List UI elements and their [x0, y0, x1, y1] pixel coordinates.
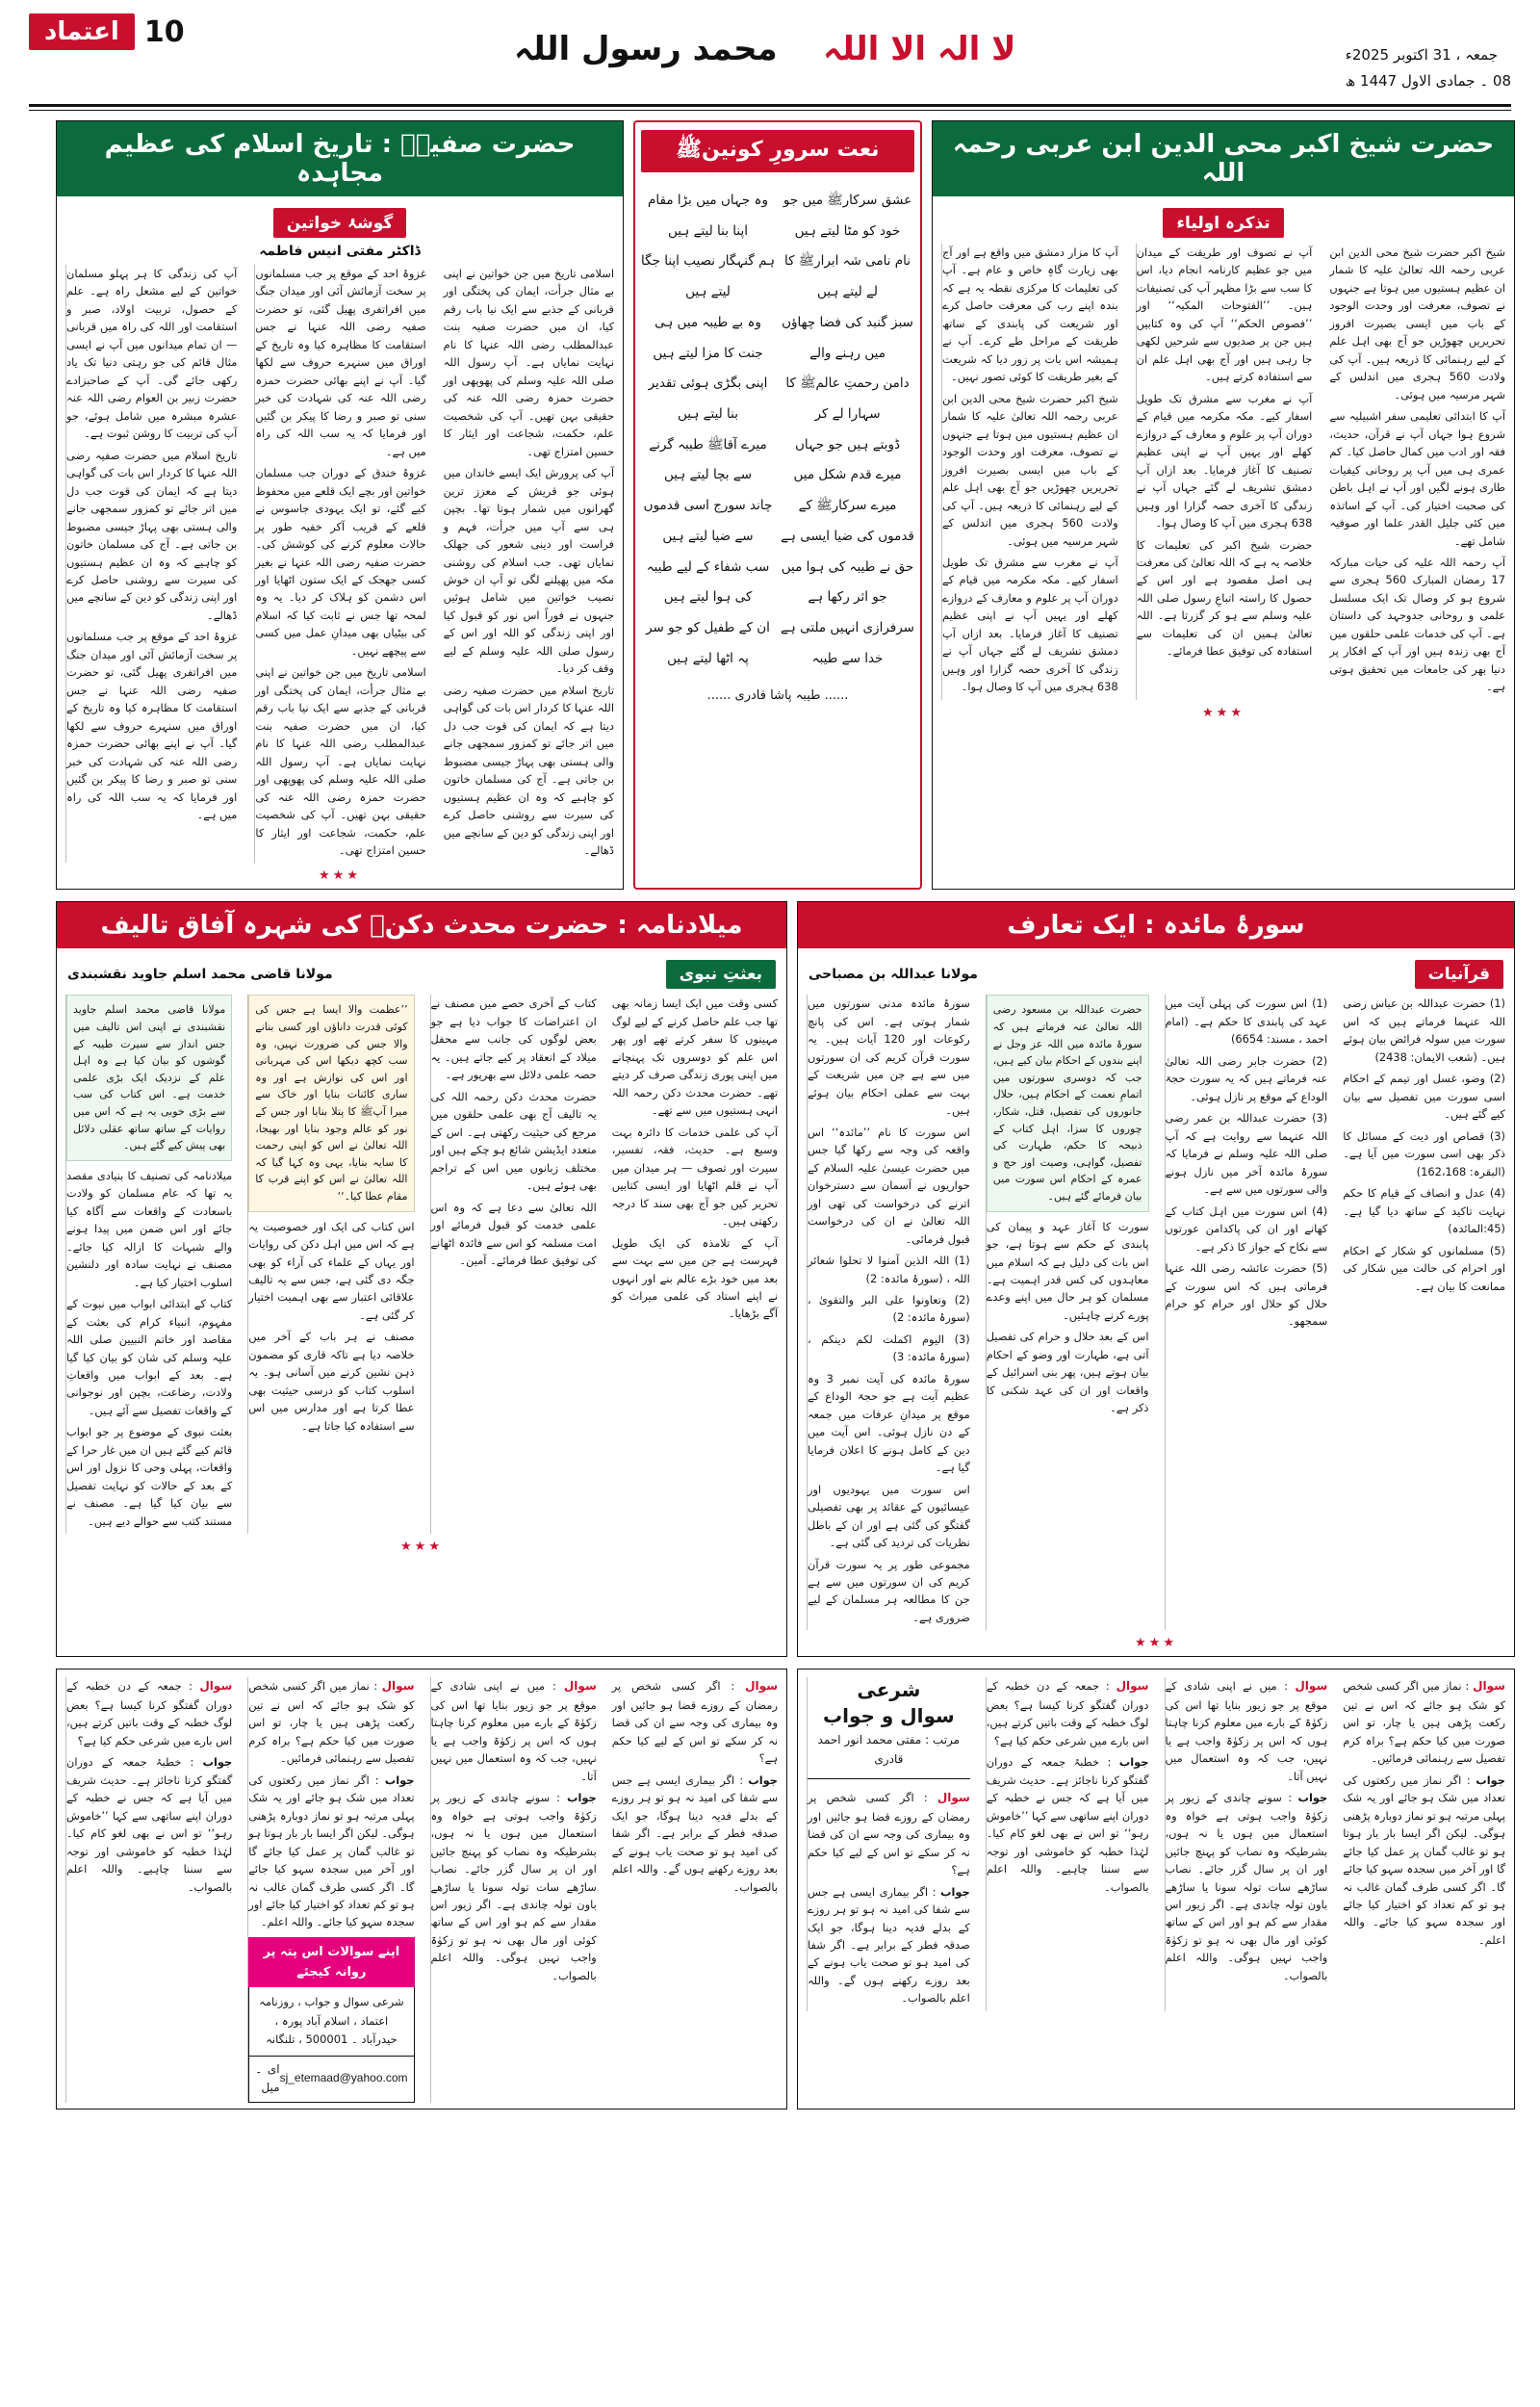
qa-left-col-3	[247, 1677, 422, 2102]
article-hazrat-safiyya	[56, 120, 624, 890]
qa-col-3	[986, 1677, 1157, 2010]
verse-line: ان کے طفیل کو جو سر پہ اٹھا لیتے ہیں	[646, 620, 770, 666]
paragraph: شیخ اکبر حضرت شیخ محی الدین ابن عربی رحمہ اللہ تعالیٰ علیہ کا شمار ان عظیم ہستیوں میں ہوتا ہے جنہوں نے تصوف، معرفت اور وحدت الوجود کے باب میں ایسی بصیرت افروز تحریریں چھوڑیں جو آج بھی اہل علم کے لیے رہنمائی کا ذریعہ ہیں۔ آپ کی ولادت 560 ہجری میں اندلس کے شہر مرسیہ میں ہوئی۔	[1329, 246, 1505, 401]
answer: جواب : خطبۂ جمعہ کے دوران گفتگو کرنا ناجائز ہے۔ حدیث شریف میں آیا ہے کہ جس نے خطبہ کے دوران اپنے ساتھی سے کہا ’’خاموش رہو‘‘ تو اس نے بھی لغو کام کیا۔ لہٰذا خطبہ کو خاموشی اور توجہ سے سننا چاہیے۔ واللہ اعلم بالصواب۔	[986, 1755, 1149, 1894]
masthead-rule	[29, 104, 1511, 107]
dateline-gregorian: جمعہ ، 31 اکتوبر 2025ء	[1345, 46, 1499, 64]
panel-shari-qa-right	[797, 1669, 1515, 2109]
paragraph: حضرت شیخ اکبر کی تعلیمات کا خلاصہ یہ ہے کہ اللہ تعالیٰ کی معرفت ہی اصل مقصود ہے اور اس کے حصول کا راستہ اتباعِ رسول صلی اللہ علیہ وسلم سے ہو کر گزرتا ہے۔ اللہ تعالیٰ ہمیں ان کی تعلیمات سے استفادہ کی توفیق عطا فرمائے۔	[1136, 537, 1313, 659]
ibn-arabi-body	[941, 244, 1505, 700]
paragraph: (1) اللہ الذین آمنوا لا تحلوا شعائر اللہ ، (سورۂ مائدہ: 2)	[808, 1254, 970, 1285]
verse-line: عشق سرکارﷺ میں جو خود کو مٹا لیتے ہیں	[783, 193, 912, 239]
verse-line: حق نے طیبہ کی ہوا میں جو اثر رکھا ہے	[781, 558, 914, 606]
paragraph: (4) عدل و انصاف کے قیام کا حکم نہایت تاکید کے ساتھ دیا گیا ہے۔ (45:المائدہ)	[1343, 1186, 1505, 1236]
question-label: سوال	[1116, 1679, 1149, 1694]
tag-gosha-e-khawateen: گوشۂ خواتین	[273, 208, 407, 238]
dateline-hijri: 08 ۔ جمادی الاول 1447 ھ	[1345, 72, 1511, 90]
paragraph: آپ نے مغرب سے مشرق تک طویل اسفار کیے۔ مکہ مکرمہ میں قیام کے دوران آپ پر علوم و معارف کے دروازے کھلے اور یہیں آپ نے اپنی عظیم تصنیف کا آغاز فرمایا۔ بعد ازاں آپ دمشق تشریف لے گئے جہاں آپ نے زندگی کا آخری حصہ گزارا اور وہیں 638 ہجری میں آپ کا وصال ہوا۔	[941, 555, 1118, 694]
safiyya-col-2	[254, 265, 434, 863]
qa-left-col-4	[65, 1677, 240, 2102]
safiyya-byline: ڈاکٹر مفتی انیس فاطمہ	[259, 244, 421, 259]
paragraph: میلادنامہ کی تصنیف کا بنیادی مقصد یہ تھا کہ عام مسلمان کو ولادت باسعادت کے واقعات سے آگاہ کیا جائے اور اس ضمن میں پیدا ہونے والے شبہات کا ازالہ کیا جائے۔ مصنف نے نہایت سادہ اور دلنشین اسلوب اختیار کیا ہے۔	[66, 1168, 233, 1289]
qa-col-4	[807, 1677, 978, 2010]
naat-column	[781, 186, 914, 675]
naat-column	[641, 186, 775, 675]
surah-maida-byline: مولانا عبداللہ بن مصباحی	[808, 967, 978, 983]
milad-highlight-quote: ’’عظمت والا ایسا ہے جس کی کوئی قدرت داناؤں اور کسی بنانے والا جس کی ضرورت نہیں، وہ سب کچھ دیکھا اس کی مہربانی اور اس کی نوازش ہے اور وہ ساری کائنات بنایا اور خاک سے میرا آپﷺ کا پتلا بنایا اور جس کے نور کو عالم وجود بنایا اور بھیجا، اللہ تعالیٰ نے اس کو اپنی رحمت کا سایہ بنایا، یہی وہ کہا گیا کہ اللہ تعالیٰ نے اس کو اپنے قرب کا مقام عطا کیا۔‘‘	[248, 995, 414, 1211]
question: سوال : اگر کسی شخص پر رمضان کے روزے قضا ہو جائیں اور وہ بیماری کی وجہ سے ان کی قضا نہ کر سکے تو اس کے لیے کیا حکم ہے؟	[808, 1791, 970, 1877]
safiyya-col-1	[444, 265, 614, 863]
milad-col-3	[247, 995, 422, 1534]
paragraph: اس کے بعد حلال و حرام کی تفصیل آتی ہے، طہارت اور وضو کے احکام بیان ہوتے ہیں، پھر بنی اسرائیل کے واقعات اور ان کی عہد شکنی کا ذکر ہے۔	[986, 1330, 1149, 1415]
naat-poet-name: ...... طیبہ پاشا قادری ......	[706, 687, 849, 703]
email-row[interactable]	[248, 2057, 414, 2103]
verse-line: اپنی بگڑی ہوئی تقدیر بنا لیتے ہیں	[648, 375, 768, 423]
middle-section	[25, 901, 1515, 1657]
safiyya-body	[65, 265, 614, 863]
brand-block	[29, 13, 185, 50]
maida-col-1	[1343, 995, 1505, 1630]
question: سوال : اگر کسی شخص پر رمضان کے روزے قضا ہو جائیں اور وہ بیماری کی وجہ سے ان کی قضا نہ کر سکے تو اس کے لیے کیا حکم ہے؟	[611, 1679, 778, 1766]
bottom-section	[25, 1669, 1515, 2109]
article-surah-maida	[797, 901, 1515, 1657]
question-text: جمعہ کے دن خطبہ کے دوران گفتگو کرنا کیسا ہے؟ بعض لوگ خطبہ کے وقت باتیں کرتے ہیں، اس بارے میں شرعی حکم کیا ہے؟	[66, 1679, 233, 1747]
paragraph: تاریخ اسلام میں حضرت صفیہ رضی اللہ عنہا کا کردار اس بات کی گواہی دیتا ہے کہ ایمان کی قوت جب دل میں اتر جائے تو کمزور سمجھی جانے والی ہستی بھی پہاڑ جیسی مضبوط بن جاتی ہے۔ آج کی مسلمان خاتون کو چاہیے کہ وہ ان عظیم ہستیوں کی سیرت سے روشنی حاصل کرے اور اپنی زندگی کو دین کے سانچے میں ڈھالے۔	[66, 448, 238, 622]
answer-text: اگر نماز میں رکعتوں کی تعداد میں شک ہو جائے اور یہ شک پہلی مرتبہ ہو تو نماز دوبارہ پڑھنی ہوگی۔ لیکن اگر ایسا بار بار ہوتا ہو تو غالب گمان پر عمل کیا جائے گا اور آخر میں سجدہ سہو کیا جائے گا۔ اگر کسی طرف گمان غالب نہ ہو تو کم تعداد کو اختیار کیا جائے اور سجدہ سہو کیا جائے۔ واللہ اعلم۔	[248, 1773, 415, 1929]
paragraph: (4) اس سورت میں اہل کتاب کے کھانے اور ان کی پاکدامن عورتوں سے نکاح کے جواز کا ذکر ہے۔	[1165, 1204, 1328, 1254]
answer-label: جواب	[202, 1755, 233, 1770]
naat-verses	[641, 186, 914, 675]
maida-callout: حضرت عبداللہ بن مسعود رضی اللہ تعالیٰ عنہ فرماتے ہیں کہ سورۂ مائدہ میں اللہ عز وجل نے اپنے بندوں کے احکام بیان کیے ہیں، جب کہ دوسری سورتوں میں اتمامِ نعمت کے احکام ہیں، حلال جانوروں کی تفصیل، قتل، شکار، چوروں کا سزا، اہل کتاب کے ذبیحہ کا حکم، طہارت کی تفصیل، گواہی، وصیت اور حج و عمرہ کے احکام اس سورت میں بیان فرمائے گئے ہیں۔	[987, 995, 1149, 1211]
qa-left-col-2	[430, 1677, 604, 2102]
answer-text: اگر بیماری ایسی ہے جس سے شفا کی امید نہ ہو تو ہر روزے کے بدلے فدیہ دینا ہوگا، جو ایک صدقہ فطر کے برابر ہے۔ اگر شفا کی امید ہو تو صحت یاب ہونے کے بعد روزے رکھنے ہوں گے۔ واللہ اعلم بالصواب۔	[611, 1773, 778, 1894]
ibn-arabi-col-2	[1136, 244, 1322, 700]
paragraph: کسی وقت میں ایک ایسا زمانہ بھی تھا جب علم حاصل کرنے کے لیے لوگ مہینوں کا سفر کرتے تھے اور پھر اس علم کو دوسروں تک پہنچانے میں اپنی پوری زندگی صرف کر دیتے تھے۔ حضرت محدث دکن رحمہ اللہ انہی ہستیوں میں سے تھے۔	[611, 996, 778, 1118]
paragraph: مصنف نے ہر باب کے آخر میں خلاصہ دیا ہے تاکہ قاری کو مضمون ذہن نشین کرنے میں آسانی ہو۔ یہ اسلوب کتاب کو درسی حیثیت بھی عطا کرتا ہے اور مدارس میں اس سے استفادہ کیا جاتا ہے۔	[248, 1330, 415, 1433]
section-end-stars: ★★★	[319, 868, 361, 884]
shari-qa-columns-left	[65, 1677, 778, 2102]
kalima-second-part: محمد رسول اللہ	[513, 30, 778, 68]
paragraph: اسلامی تاریخ میں جن خواتین نے اپنی بے مثال جرأت، ایمان کی پختگی اور قربانی کے جذبے سے ایک نیا باب رقم کیا، ان میں حضرت صفیہ بنت عبدالمطلب رضی اللہ عنہا کا نام نہایت نمایاں ہے۔ آپ رسول اللہ صلی اللہ علیہ وسلم کی پھوپھی اور حضرت حمزہ رضی اللہ عنہ کی حقیقی بہن تھیں۔ آپ کی شخصیت علم، حکمت، شجاعت اور ایثار کا حسین امتزاج تھی۔	[443, 267, 614, 458]
verse-line: نام نامی شہ ابرارﷺ کا لے لیتے ہیں	[783, 253, 911, 300]
paragraph: (3) الیوم اکملت لکم دینکم ، (سورۂ مائدہ: 3)	[808, 1332, 970, 1364]
paragraph: تاریخ اسلام میں حضرت صفیہ رضی اللہ عنہا کا کردار اس بات کی گواہی دیتا ہے کہ ایمان کی قوت جب دل میں اتر جائے تو کمزور سمجھی جانے والی ہستی بھی پہاڑ جیسی مضبوط بن جاتی ہے۔ آج کی مسلمان خاتون کو چاہیے کہ وہ ان عظیم ہستیوں کی سیرت سے روشنی حاصل کرے اور اپنی زندگی کو دین کے سانچے میں ڈھالے۔	[443, 683, 614, 857]
ibn-arabi-col-1	[1329, 244, 1505, 700]
paragraph: غزوۂ احد کے موقع پر جب مسلمانوں پر سخت آزمائش آئی اور میدان جنگ میں افراتفری پھیل گئی، تو حضرت صفیہ رضی اللہ عنہا نے جس استقامت کا مظاہرہ کیا وہ تاریخ کے اوراق میں سنہرے حروف سے لکھا گیا۔ آپ نے اپنے بھائی حضرت حمزہ رضی اللہ عنہ کی شہادت کی خبر سنی تو صبر و رضا کا پیکر بن گئیں اور فرمایا کہ یہ سب اللہ کی راہ میں ہے۔	[255, 267, 426, 458]
paragraph: (2) حضرت جابر رضی اللہ تعالیٰ عنہ فرماتے ہیں کہ یہ سورت حجۃ الوداع کے موقع پر نازل ہوئی۔	[1165, 1053, 1328, 1103]
paragraph: (3) قصاص اور دیت کے مسائل کا ذکر بھی اسی سورت میں آیا ہے۔ (البقرہ: 162،168)	[1343, 1128, 1505, 1178]
paragraph: کتاب کے ابتدائی ابواب میں نبوت کے مفہوم، انبیاء کرام کی بعثت کے مقاصد اور خاتم النبیین صلی اللہ علیہ وسلم کی شان کو بیان کیا گیا ہے۔ بعد کے ابواب میں واقعاتِ ولادت، رضاعت، بچپن اور نوجوانی کے واقعات تفصیل سے آئے ہیں۔	[66, 1297, 233, 1417]
paragraph: آپ کی علمی خدمات کا دائرہ بہت وسیع ہے۔ حدیث، فقہ، تفسیر، سیرت اور تصوف — ہر میدان میں آپ نے قلم اٹھایا اور ایسی کتابیں تحریر کیں جو آج بھی سند کا درجہ رکھتی ہیں۔	[611, 1125, 778, 1229]
paragraph: اللہ تعالیٰ سے دعا ہے کہ وہ اس علمی خدمت کو قبول فرمائے اور امت مسلمہ کو اس سے فائدہ اٹھانے کی توفیق عطا فرمائے۔ آمین۔	[430, 1200, 597, 1268]
surah-maida-headline: سورۂ مائدہ : ایک تعارف	[798, 902, 1514, 948]
question-text: جمعہ کے دن خطبہ کے دوران گفتگو کرنا کیسا ہے؟ بعض لوگ خطبہ کے وقت باتیں کرتے ہیں، اس بارے میں شرعی حکم کیا ہے؟	[986, 1679, 1149, 1747]
question: سوال : جمعہ کے دن خطبہ کے دوران گفتگو کرنا کیسا ہے؟ بعض لوگ خطبہ کے وقت باتیں کرتے ہیں، اس بارے میں شرعی حکم کیا ہے؟	[66, 1679, 233, 1747]
section-end-stars: ★★★	[1135, 1636, 1177, 1651]
question: سوال : نماز میں اگر کسی شخص کو شک ہو جائے کہ اس نے تین رکعت پڑھی ہیں یا چار، تو اس صورت میں کیا حکم ہے؟ براہ کرم تفصیل سے رہنمائی فرمائیں۔	[248, 1679, 415, 1766]
paragraph: آپ کی پرورش ایک ایسے خاندان میں ہوئی جو قریش کے معزز ترین گھرانوں میں شمار ہوتا تھا۔ بچپن ہی سے آپ میں جرأت، فہم و فراست اور دینی شعور کی جھلک نمایاں تھی۔ جب اسلام کی روشنی مکہ میں پھیلنے لگی تو آپ ان خوش نصیب خواتین میں شامل ہوئیں جنہوں نے فوراً اس نور کو قبول کیا اور اپنی زندگی کو اللہ اور اس کے رسول صلی اللہ علیہ وسلم کے لیے وقف کر دیا۔	[443, 466, 614, 676]
question: سوال : میں نے اپنی شادی کے موقع پر جو زیور بنایا تھا اس کی زکوٰۃ کے بارے میں معلوم کرنا چاہتا ہوں کہ اس پر زکوٰۃ واجب ہے یا نہیں، جب کہ وہ استعمال میں نہیں آتا۔	[1165, 1679, 1328, 1783]
shari-qa-columns	[807, 1677, 1505, 2010]
qa-col-2	[1165, 1677, 1336, 2010]
question-label: سوال	[1295, 1679, 1328, 1694]
question-label: سوال	[745, 1679, 778, 1694]
qa-col-1	[1343, 1677, 1505, 2010]
paragraph: اس سورت کا نام ’’مائدہ‘‘ اس واقعہ کی وجہ سے رکھا گیا جس میں حضرت عیسیٰ علیہ السلام کے حواریوں نے آسمان سے دسترخوان اترنے کی درخواست کی تھی اور اللہ تعالیٰ نے ان کی درخواست قبول فرمائی۔	[808, 1125, 970, 1246]
newspaper-logo: اعتماد	[29, 13, 135, 50]
question-label: سوال	[199, 1679, 233, 1694]
qa-title-line1: شرعی	[857, 1678, 921, 1702]
email-label: ای ۔ میل	[255, 2061, 280, 2095]
question-label: سوال	[563, 1679, 597, 1694]
paragraph: سورۂ مائدہ کی آیت نمبر 3 وہ عظیم آیت ہے جو حجۃ الوداع کے موقع پر میدانِ عرفات میں جمعہ کے دن نازل ہوئی۔ اس آیت میں دین کے کامل ہونے کا اعلان فرمایا گیا ہے۔	[808, 1371, 970, 1475]
answer-label: جواب	[1118, 1755, 1149, 1770]
submit-questions-bar[interactable]: اپنے سوالات اس پتہ پر روانہ کیجئے	[248, 1937, 414, 1987]
safiyya-headline: حضرت صفیہؓ : تاریخ اسلام کی عظیم مجاہدہ	[57, 121, 623, 196]
answer-text: سونے چاندی کے زیور پر زکوٰۃ واجب ہوتی ہے خواہ وہ استعمال میں ہوں یا نہ ہوں، بشرطیکہ وہ نصاب کو پہنچ جائیں اور ان پر سال گزر جائے۔ نصاب ساڑھے سات تولہ سونا یا ساڑھے باون تولہ چاندی ہے۔ اگر زیور اس مقدار سے کم ہو اور اس کے ساتھ کوئی اور مال بھی نہ ہو تو زکوٰۃ واجب نہیں ہوگی۔ واللہ اعلم بالصواب۔	[430, 1791, 597, 1982]
answer: جواب : خطبۂ جمعہ کے دوران گفتگو کرنا ناجائز ہے۔ حدیث شریف میں آیا ہے کہ جس نے خطبہ کے دوران اپنے ساتھی سے کہا ’’خاموش رہو‘‘ تو اس نے بھی لغو کام کیا۔ لہٰذا خطبہ کو خاموشی اور توجہ سے سننا چاہیے۔ واللہ اعلم بالصواب۔	[66, 1755, 233, 1894]
question-text: اگر کسی شخص پر رمضان کے روزے قضا ہو جائیں اور وہ بیماری کی وجہ سے ان کی قضا نہ کر سکے تو اس کے لیے کیا حکم ہے؟	[808, 1791, 970, 1877]
answer-text: سونے چاندی کے زیور پر زکوٰۃ واجب ہوتی ہے خواہ وہ استعمال میں ہوں یا نہ ہوں، بشرطیکہ وہ نصاب کو پہنچ جائیں اور ان پر سال گزر جائے۔ نصاب ساڑھے سات تولہ سونا یا ساڑھے باون تولہ چاندی ہے۔ اگر زیور اس مقدار سے کم ہو اور اس کے ساتھ کوئی اور مال بھی نہ ہو تو زکوٰۃ واجب نہیں ہوگی۔ واللہ اعلم بالصواب۔	[1165, 1791, 1328, 1982]
section-end-stars: ★★★	[1202, 705, 1245, 720]
question-text: اگر کسی شخص پر رمضان کے روزے قضا ہو جائیں اور وہ بیماری کی وجہ سے ان کی قضا نہ کر سکے تو اس کے لیے کیا حکم ہے؟	[611, 1679, 778, 1766]
question-text: میں نے اپنی شادی کے موقع پر جو زیور بنایا تھا اس کی زکوٰۃ کے بارے میں معلوم کرنا چاہتا ہوں کہ اس پر زکوٰۃ واجب ہے یا نہیں، جب کہ وہ استعمال میں نہیں آتا۔	[430, 1679, 597, 1783]
paragraph: (2) وتعاونوا علی البر والتقویٰ ، (سورۂ مائدہ: 2)	[808, 1292, 970, 1325]
paragraph: (5) مسلمانوں کو شکار کے احکام اور احرام کی حالت میں شکار کی ممانعت کا بیان ہے۔	[1343, 1243, 1505, 1293]
verse-line: ہم گنہگار نصیب اپنا جگا لیتے ہیں	[641, 253, 775, 300]
maida-col-4	[807, 995, 978, 1630]
surah-maida-body	[807, 995, 1505, 1630]
verse-line: سب شفاء کے لیے طیبہ کی ہوا لیتے ہیں	[646, 558, 770, 606]
milad-green-callout: مولانا قاضی محمد اسلم جاوید نقشبندی نے اپنی اس تالیف میں جس انداز سے سیرت طیبہ کے گوشوں کو بیان کیا ہے وہ اہل علم کے نزدیک ایک بڑی علمی خدمت ہے۔ اس کتاب کی سب سے بڑی خوبی یہ ہے کہ اس میں روایات کے ساتھ ساتھ عقلی دلائل بھی پیش کیے گئے ہیں۔	[66, 995, 232, 1160]
tag-quraniyat: قرآنیات	[1415, 960, 1503, 989]
dateline	[1346, 42, 1511, 94]
paragraph: آپ کا مزار دمشق میں واقع ہے اور آج بھی زیارت گاہِ خاص و عام ہے۔ آپ کی تعلیمات کا مرکزی نقطہ یہ ہے کہ بندہ اپنے رب کی معرفت حاصل کرے اور شریعت کی پابندی کے ساتھ طریقت کے مراحل طے کرے۔ آپ نے ہمیشہ اس بات پر زور دیا کہ شریعت کے بغیر طریقت کا کوئی تصور نہیں۔	[941, 246, 1118, 384]
maida-col-2	[1165, 995, 1336, 1630]
paragraph: آپ نے تصوف اور طریقت کے میدان میں جو عظیم کارنامہ انجام دیا، اس کا سب سے بڑا مظہر آپ کی تصنیفات ہیں۔ ’’الفتوحات المکیہ‘‘ اور ’’فصوص الحکم‘‘ آپ کی وہ کتابیں ہیں جن پر صدیوں سے شرحیں لکھی جا رہی ہیں اور آج بھی اہل علم ان سے استفادہ کرتے ہیں۔	[1136, 246, 1313, 384]
kalima-banner	[185, 29, 1346, 68]
panel-shari-qa-left	[56, 1669, 787, 2109]
paragraph: بعثت نبوی کے موضوع پر جو ابواب قائم کیے گئے ہیں ان میں غار حرا کے واقعات، پہلی وحی کا نزول اور اس کے بعد کے حالات کو نہایت تفصیل سے بیان کیا گیا ہے۔ مصنف نے مستند کتب سے حوالے دیے ہیں۔	[66, 1425, 233, 1528]
question-label: سوال	[1473, 1679, 1505, 1694]
question: سوال : جمعہ کے دن خطبہ کے دوران گفتگو کرنا کیسا ہے؟ بعض لوگ خطبہ کے وقت باتیں کرتے ہیں، اس بارے میں شرعی حکم کیا ہے؟	[986, 1679, 1149, 1747]
tag-tazkira-auliya: تذکرہ اولیاء	[1163, 208, 1283, 238]
naat-poem-panel	[633, 120, 922, 890]
paragraph: حضرت محدث دکن رحمہ اللہ کی یہ تالیف آج بھی علمی حلقوں میں مرجع کی حیثیت رکھتی ہے۔ اس کے متعدد ایڈیشن شائع ہو چکے ہیں اور مختلف زبانوں میں اس کے تراجم بھی ہوئے ہیں۔	[430, 1089, 597, 1193]
email-address[interactable]: sj_etemaad@yahoo.com	[279, 2071, 408, 2085]
paragraph: (1) اس سورت کی پہلی آیت میں عہد کی پابندی کا حکم ہے۔ (امام احمد ، مسند: 6654)	[1165, 996, 1328, 1047]
question: سوال : نماز میں اگر کسی شخص کو شک ہو جائے کہ اس نے تین رکعت پڑھی ہیں یا چار، تو اس صورت میں کیا حکم ہے؟ براہ کرم تفصیل سے رہنمائی فرمائیں۔	[1343, 1679, 1505, 1766]
milad-col-2	[430, 995, 604, 1534]
tag-bisat-e-nabvi: بعثتِ نبوی	[666, 960, 776, 989]
verse-line: چاند سورج اسی قدموں سے ضیا لیتے ہیں	[643, 498, 773, 544]
ibn-arabi-headline: حضرت شیخ اکبر محی الدین ابن عربی رحمہ اللہ	[933, 121, 1514, 196]
answer: جواب : سونے چاندی کے زیور پر زکوٰۃ واجب ہوتی ہے خواہ وہ استعمال میں ہوں یا نہ ہوں، بشرطیکہ وہ نصاب کو پہنچ جائیں اور ان پر سال گزر جائے۔ نصاب ساڑھے سات تولہ سونا یا ساڑھے باون تولہ چاندی ہے۔ اگر زیور اس مقدار سے کم ہو اور اس کے ساتھ کوئی اور مال بھی نہ ہو تو زکوٰۃ واجب نہیں ہوگی۔ واللہ اعلم بالصواب۔	[1165, 1791, 1328, 1982]
answer: جواب : اگر نماز میں رکعتوں کی تعداد میں شک ہو جائے اور یہ شک پہلی مرتبہ ہو تو نماز دوبارہ پڑھنی ہوگی۔ لیکن اگر ایسا بار بار ہوتا ہو تو غالب گمان پر عمل کیا جائے گا اور آخر میں سجدہ سہو کیا جائے گا۔ اگر کسی طرف گمان غالب نہ ہو تو کم تعداد کو اختیار کیا جائے اور سجدہ سہو کیا جائے۔ واللہ اعلم۔	[248, 1773, 415, 1929]
page-number: 10	[143, 14, 185, 49]
paragraph: آپ کے تلامذہ کی ایک طویل فہرست ہے جن میں سے بہت سے بعد میں خود بڑے عالم بنے اور انہوں نے اپنے استاد کی علمی میراث کو آگے بڑھایا۔	[611, 1235, 778, 1321]
question-text: نماز میں اگر کسی شخص کو شک ہو جائے کہ اس نے تین رکعت پڑھی ہیں یا چار، تو اس صورت میں کیا حکم ہے؟ براہ کرم تفصیل سے رہنمائی فرمائیں۔	[248, 1679, 415, 1766]
answer-label: جواب	[940, 1884, 970, 1899]
verse-line: سرفرازی انہیں ملتی ہے خدا سے طیبہ	[781, 620, 914, 666]
miladnama-headline: میلادنامہ : حضرت محدث دکنؒ کی شہرہ آفاق تالیف	[57, 902, 786, 948]
qa-title-line2: سوال و جواب	[823, 1704, 955, 1728]
verse-line: دامن رحمتِ عالمﷺ کا سہارا لے کر	[785, 375, 910, 423]
answer-label: جواب	[1476, 1773, 1505, 1787]
question: سوال : میں نے اپنی شادی کے موقع پر جو زیور بنایا تھا اس کی زکوٰۃ کے بارے میں معلوم کرنا چاہتا ہوں کہ اس پر زکوٰۃ واجب ہے یا نہیں، جب کہ وہ استعمال میں نہیں آتا۔	[430, 1679, 597, 1783]
naat-headline: نعت سرورِ کونینﷺ	[641, 130, 914, 172]
article-ibn-arabi	[932, 120, 1515, 890]
paragraph: کتاب کے آخری حصے میں مصنف نے ان اعتراضات کا جواب دیا ہے جو بعض لوگوں کی جانب سے محفل میلاد کے انعقاد پر کیے جاتے ہیں۔ یہ حصہ علمی دلائل سے بھرپور ہے۔	[430, 996, 597, 1082]
top-section	[25, 120, 1515, 890]
paragraph: سورت کا آغاز عہد و پیمان کی پابندی کے حکم سے ہوتا ہے، جو اس بات کی دلیل ہے کہ اسلام میں معاہدوں کی کس قدر اہمیت ہے۔ مسلمان کو ہر حال میں اپنے وعدے پورے کرنے چاہئیں۔	[986, 1219, 1149, 1322]
paragraph: شیخ اکبر حضرت شیخ محی الدین ابن عربی رحمہ اللہ تعالیٰ علیہ کا شمار ان عظیم ہستیوں میں ہوتا ہے جنہوں نے تصوف، معرفت اور وحدت الوجود کے باب میں ایسی بصیرت افروز تحریریں چھوڑیں جو آج بھی اہل علم کے لیے رہنمائی کا ذریعہ ہیں۔ آپ کی ولادت 560 ہجری میں اندلس کے شہر مرسیہ میں ہوئی۔	[941, 391, 1118, 548]
question-text: نماز میں اگر کسی شخص کو شک ہو جائے کہ اس نے تین رکعت پڑھی ہیں یا چار، تو اس صورت میں کیا حکم ہے؟ براہ کرم تفصیل سے رہنمائی فرمائیں۔	[1343, 1679, 1505, 1766]
paragraph: (2) وضو، غسل اور تیمم کے احکام اسی سورت میں تفصیل سے بیان کیے گئے ہیں۔	[1343, 1072, 1505, 1122]
qa-compiler: مرتب : مفتی محمد انور احمد قادری	[817, 1733, 961, 1766]
answer: جواب : سونے چاندی کے زیور پر زکوٰۃ واجب ہوتی ہے خواہ وہ استعمال میں ہوں یا نہ ہوں، بشرطیکہ وہ نصاب کو پہنچ جائیں اور ان پر سال گزر جائے۔ نصاب ساڑھے سات تولہ سونا یا ساڑھے باون تولہ چاندی ہے۔ اگر زیور اس مقدار سے کم ہو اور اس کے ساتھ کوئی اور مال بھی نہ ہو تو زکوٰۃ واجب نہیں ہوگی۔ واللہ اعلم بالصواب۔	[430, 1791, 597, 1982]
paragraph: (1) حضرت عبداللہ بن عباس رضی اللہ عنہما فرماتے ہیں کہ اس سورت میں سولہ فرائض بیان ہوئے ہیں۔ (شعب الایمان: 2438)	[1343, 996, 1505, 1064]
article-miladnama	[56, 901, 787, 1657]
paragraph: اس سورت میں یہودیوں اور عیسائیوں کے عقائد پر بھی تفصیلی گفتگو کی گئی ہے اور ان کے باطل نظریات کی تردید کی گئی ہے۔	[808, 1482, 970, 1550]
answer: جواب : اگر بیماری ایسی ہے جس سے شفا کی امید نہ ہو تو ہر روزے کے بدلے فدیہ دینا ہوگا، جو ایک صدقہ فطر کے برابر ہے۔ اگر شفا کی امید ہو تو صحت یاب ہونے کے بعد روزے رکھنے ہوں گے۔ واللہ اعلم بالصواب۔	[808, 1884, 970, 2006]
paragraph: اسلامی تاریخ میں جن خواتین نے اپنی بے مثال جرأت، ایمان کی پختگی اور قربانی کے جذبے سے ایک نیا باب رقم کیا، ان میں حضرت صفیہ بنت عبدالمطلب رضی اللہ عنہا کا نام نہایت نمایاں ہے۔ آپ رسول اللہ صلی اللہ علیہ وسلم کی پھوپھی اور حضرت حمزہ رضی اللہ عنہ کی حقیقی بہن تھیں۔ آپ کی شخصیت علم، حکمت، شجاعت اور ایثار کا حسین امتزاج تھی۔	[255, 665, 426, 857]
verse-line: ڈوبتے ہیں جو جہاں میرے قدم شکل میں	[793, 436, 902, 483]
question-text: میں نے اپنی شادی کے موقع پر جو زیور بنایا تھا اس کی زکوٰۃ کے بارے میں معلوم کرنا چاہتا ہوں کہ اس پر زکوٰۃ واجب ہے یا نہیں، جب کہ وہ استعمال میں نہیں آتا۔	[1165, 1679, 1328, 1783]
miladnama-body	[65, 995, 778, 1534]
question-label: سوال	[381, 1679, 415, 1694]
paragraph: مجموعی طور پر یہ سورت قرآن کریم کی ان سورتوں میں سے ہے جن کا مطالعہ ہر مسلمان کے لیے ضروری ہے۔	[808, 1557, 970, 1624]
paragraph: آپ رحمہ اللہ علیہ کی حیات مبارکہ 17 رمضان المبارک 560 ہجری سے شروع ہو کر وصال تک ایک مسلسل علمی و روحانی جدوجہد کی داستان ہے۔ آپ کی خدمات علمی حلقوں میں آج بھی زندہ ہیں اور آپ کے افکار پر دنیا بھر کی جامعات میں تحقیق ہوتی ہے۔	[1329, 555, 1505, 694]
qa-left-col-1	[612, 1677, 778, 2102]
answer-label: جواب	[748, 1773, 778, 1787]
paragraph: اس کتاب کی ایک اور خصوصیت یہ ہے کہ اس میں اہل دکن کی روایات اور یہاں کے علماء کی آراء کو بھی جگہ دی گئی ہے، جس سے یہ تالیف علاقائی اعتبار سے بھی اہمیت اختیار کر گئی ہے۔	[248, 1219, 415, 1322]
paragraph: (5) حضرت عائشہ رضی اللہ عنہا فرماتی ہیں کہ اس سورت کے حلال کو حلال اور حرام کو حرام سمجھو۔	[1165, 1261, 1328, 1329]
paragraph: آپ کی زندگی کا ہر پہلو مسلمان خواتین کے لیے مشعل راہ ہے۔ علم کے حصول، تربیت اولاد، صبر و استقامت اور اللہ کی راہ میں قربانی — ان تمام میدانوں میں آپ نے ایسی مثال قائم کی جو رہتی دنیا تک یاد رکھی جائے گی۔ آپ کے صاحبزادے حضرت زبیر بن العوام رضی اللہ عنہ عشرہ مبشرہ میں شامل ہوئے، جو آپ کی تربیت کا روشن ثبوت ہے۔	[66, 267, 238, 441]
ibn-arabi-col-3	[941, 244, 1127, 700]
safiyya-col-3	[65, 265, 245, 863]
section-end-stars: ★★★	[400, 1540, 443, 1555]
answer-text: خطبۂ جمعہ کے دوران گفتگو کرنا ناجائز ہے۔ حدیث شریف میں آیا ہے کہ جس نے خطبہ کے دوران اپنے ساتھی سے کہا ’’خاموش رہو‘‘ تو اس نے بھی لغو کام کیا۔ لہٰذا خطبہ کو خاموشی اور توجہ سے سننا چاہیے۔ واللہ اعلم بالصواب۔	[66, 1755, 233, 1894]
answer-text: اگر نماز میں رکعتوں کی تعداد میں شک ہو جائے اور یہ شک پہلی مرتبہ ہو تو نماز دوبارہ پڑھنی ہوگی۔ لیکن اگر ایسا بار بار ہوتا ہو تو غالب گمان پر عمل کیا جائے گا اور آخر میں سجدہ سہو کیا جائے گا۔ اگر کسی طرف گمان غالب نہ ہو تو کم تعداد کو اختیار کیا جائے اور سجدہ سہو کیا جائے۔ واللہ اعلم۔	[1343, 1773, 1505, 1947]
question-label: سوال	[937, 1791, 970, 1805]
paragraph: آپ کا ابتدائی تعلیمی سفر اشبیلیہ سے شروع ہوا جہاں آپ نے قرآن، حدیث، فقہ اور ادب میں کمال حاصل کیا۔ کم عمری ہی میں آپ پر روحانی کیفیات طاری ہونے لگیں اور آپ نے اہل باطن کی صحبت اختیار کی۔ آپ کے اساتذہ میں کئی جلیل القدر علما اور صوفیہ شامل تھے۔	[1329, 409, 1505, 548]
verse-line: وہ جہاں میں بڑا مقام اپنا بنا لیتے ہیں	[648, 193, 768, 239]
postal-address: شرعی سوال و جواب ، روزنامہ اعتماد ، اسلام آباد پورہ ، حیدرآباد ۔ 500001 ، تلنگانہ	[248, 1987, 414, 2057]
kalima-first-part: لا الہ الا اللہ	[823, 30, 1016, 68]
answer: جواب : اگر نماز میں رکعتوں کی تعداد میں شک ہو جائے اور یہ شک پہلی مرتبہ ہو تو نماز دوبارہ پڑھنی ہوگی۔ لیکن اگر ایسا بار بار ہوتا ہو تو غالب گمان پر عمل کیا جائے گا اور آخر میں سجدہ سہو کیا جائے گا۔ اگر کسی طرف گمان غالب نہ ہو تو کم تعداد کو اختیار کیا جائے اور سجدہ سہو کیا جائے۔ واللہ اعلم۔	[1343, 1773, 1505, 1947]
answer-label: جواب	[384, 1773, 415, 1787]
milad-col-4	[65, 995, 240, 1534]
masthead	[25, 0, 1515, 94]
verse-line: وہ بے طیبہ میں ہی جنت کا مزا لیتے ہیں	[653, 314, 763, 361]
masthead-rule-thin	[29, 110, 1511, 111]
answer-text: خطبۂ جمعہ کے دوران گفتگو کرنا ناجائز ہے۔ حدیث شریف میں آیا ہے کہ جس نے خطبہ کے دوران اپنے ساتھی سے کہا ’’خاموش رہو‘‘ تو اس نے بھی لغو کام کیا۔ لہٰذا خطبہ کو خاموشی اور توجہ سے سننا چاہیے۔ واللہ اعلم بالصواب۔	[986, 1755, 1149, 1894]
paragraph: آپ نے مغرب سے مشرق تک طویل اسفار کیے۔ مکہ مکرمہ میں قیام کے دوران آپ پر علوم و معارف کے دروازے کھلے اور یہیں آپ نے اپنی عظیم تصنیف کا آغاز فرمایا۔ بعد ازاں آپ دمشق تشریف لے گئے جہاں آپ نے زندگی کا آخری حصہ گزارا اور وہیں 638 ہجری میں آپ کا وصال ہوا۔	[1136, 391, 1313, 531]
answer: جواب : اگر بیماری ایسی ہے جس سے شفا کی امید نہ ہو تو ہر روزے کے بدلے فدیہ دینا ہوگا، جو ایک صدقہ فطر کے برابر ہے۔ اگر شفا کی امید ہو تو صحت یاب ہونے کے بعد روزے رکھنے ہوں گے۔ واللہ اعلم بالصواب۔	[611, 1773, 778, 1894]
verse-line: میرے آقاﷺ طیبہ گرنے سے بچا لیتے ہیں	[649, 436, 767, 483]
paragraph: غزوۂ خندق کے دوران جب مسلمان خواتین اور بچے ایک قلعے میں محفوظ کیے گئے، تو ایک یہودی جاسوس نے قلعے کے قریب آکر خفیہ طور پر حالات معلوم کرنے کی کوشش کی۔ حضرت صفیہ رضی اللہ عنہا نے بغیر کسی جھجک کے ایک ستون اٹھایا اور اس دشمن کو ہلاک کر دیا۔ یہ وہ لمحہ تھا جس نے ثابت کیا کہ اسلام کی بیٹیاں بھی میدانِ عمل میں کسی سے پیچھے نہیں۔	[255, 466, 426, 658]
milad-col-1	[612, 995, 778, 1534]
maida-col-3	[986, 995, 1157, 1630]
verse-line: سبز گنبد کی فضا چھاؤں میں رہنے والے	[782, 314, 913, 361]
answer-label: جواب	[567, 1791, 597, 1805]
paragraph: غزوۂ احد کے موقع پر جب مسلمانوں پر سخت آزمائش آئی اور میدان جنگ میں افراتفری پھیل گئی، تو حضرت صفیہ رضی اللہ عنہا نے جس استقامت کا مظاہرہ کیا وہ تاریخ کے اوراق میں سنہرے حروف سے لکھا گیا۔ آپ نے اپنے بھائی حضرت حمزہ رضی اللہ عنہ کی شہادت کی خبر سنی تو صبر و رضا کا پیکر بن گئیں اور فرمایا کہ یہ سب اللہ کی راہ میں ہے۔	[66, 630, 238, 822]
verse-line: میرے سرکارﷺ کے قدموں کی ضیا ایسی ہے	[781, 498, 914, 544]
paragraph: (3) حضرت عبداللہ بن عمر رضی اللہ عنہما سے روایت ہے کہ آپ صلی اللہ علیہ وسلم نے فرمایا کہ سورۂ مائدہ آخر میں نازل ہونے والی سورتوں میں سے ہے۔	[1165, 1111, 1328, 1197]
answer-label: جواب	[1297, 1791, 1328, 1805]
answer-text: اگر بیماری ایسی ہے جس سے شفا کی امید نہ ہو تو ہر روزے کے بدلے فدیہ دینا ہوگا، جو ایک صدقہ فطر کے برابر ہے۔ اگر شفا کی امید ہو تو صحت یاب ہونے کے بعد روزے رکھنے ہوں گے۔ واللہ اعلم بالصواب۔	[808, 1884, 970, 2006]
miladnama-byline: مولانا قاضی محمد اسلم جاوید نقشبندی	[67, 967, 333, 983]
paragraph: سورۂ مائدہ مدنی سورتوں میں شمار ہوتی ہے۔ اس کی پانچ رکوعات اور 120 آیات ہیں۔ یہ سورت قرآن کریم کی ان سورتوں میں سے ہے جن میں شریعت کے بہت سے عملی احکام بیان ہوئے ہیں۔	[808, 996, 970, 1118]
